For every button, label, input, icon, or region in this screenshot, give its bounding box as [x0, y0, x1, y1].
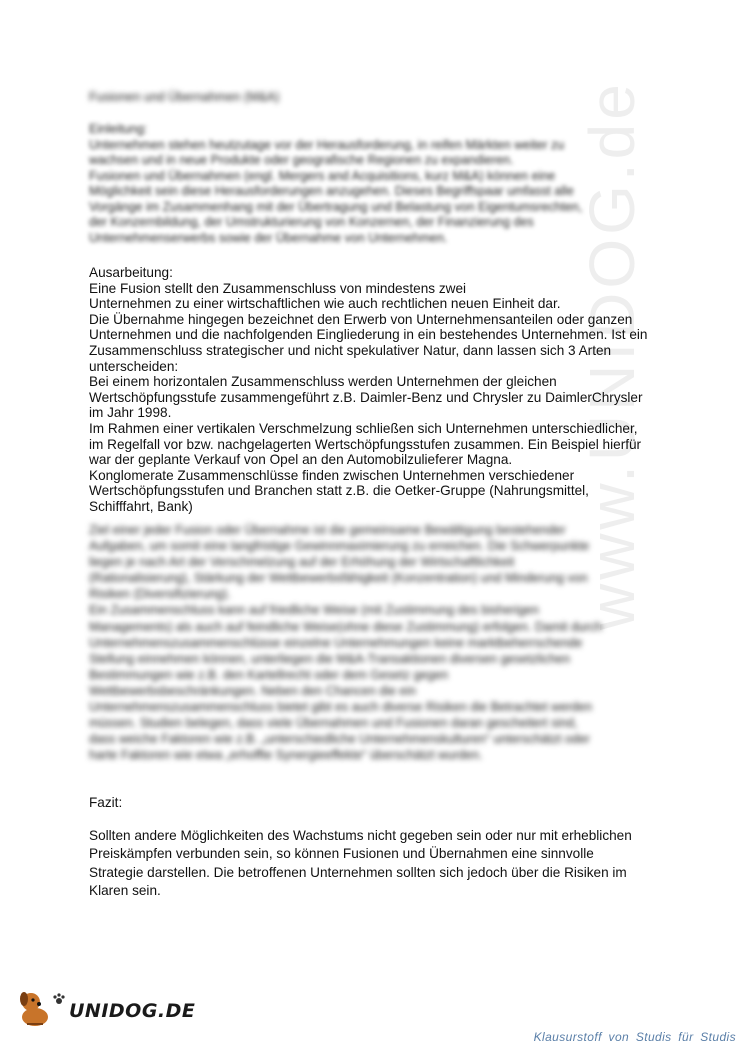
blurred-line: liegen je nach Art der Verschmelzung auf der Erhöhung der Wirtschaftlichkeit [89, 555, 515, 570]
main-line: Die Übernahme hingegen bezeichnet den Erwerb von Unternehmensanteilen oder ganzen [89, 311, 633, 327]
main-line: im Regelfall vor bzw. nachgelagerten Wertschöpfungsstufen zusammen. Ein Beispiel hierfür [89, 436, 642, 452]
fazit-line: Sollten andere Möglichkeiten des Wachstums nicht gegeben sein oder nur mit erheblichen [89, 828, 632, 843]
main-line: Bei einem horizontalen Zusammenschluss werden Unternehmen der gleichen [89, 374, 557, 390]
main-line: Unternehmen und die nachfolgenden Eingliederung in ein bestehendes Unternehmen. Ist ein [89, 327, 648, 343]
fazit-line: Strategie darstellen. Die betroffenen Unternehmen sollten sich jedoch über die Risiken im [89, 864, 627, 880]
document-title: Fusionen und Übernahmen (M&A) [89, 90, 280, 104]
watermark-text: www.UNIDOG.de [576, 80, 648, 630]
main-line: Zusammenschluss strategischer und nicht spekulativer Natur, dann lassen sich 3 Arten [89, 342, 612, 358]
main-line: unterscheiden: [89, 358, 179, 374]
fazit-section [89, 827, 689, 901]
intro-line: Vorgänge im Zusammenhang mit der Übertragung und Belastung von Eigentumsrechten, [89, 199, 583, 214]
main-section [89, 265, 689, 515]
intro-line: Fusionen und Übernahmen (engl. Mergers and Acquisitions, kurz M&A) können eine [89, 168, 556, 183]
blurred-line: Managements) als auch auf feindliche Weise(ohne diese Zustimmung) erfolgen. Damit durch [89, 619, 603, 634]
main-line: Eine Fusion stellt den Zusammenschluss von mindestens zwei [89, 280, 467, 296]
intro-section [89, 122, 649, 246]
blurred-line: Risiken (Diversifizierung). [89, 587, 231, 602]
blurred-line: (Rationalisierung), Stärkung der Wettbewerbsfähigkeit (Konzentration) und Minderung von [89, 571, 588, 586]
blurred-line: harte Faktoren wie etwa „erhoffte Synergieeffekte“ überschätzt wurden. [89, 748, 483, 763]
main-line: Im Rahmen einer vertikalen Verschmelzung schließen sich Unternehmen unterschiedlicher, [89, 420, 638, 436]
blurred-line: Unternehmenszusammenschlüsse einzelne Unternehmungen keine marktbeherrschende [89, 635, 583, 650]
intro-line: wachsen und in neue Produkte oder geografische Regionen zu expandieren. [89, 153, 514, 167]
fazit-heading: Fazit: [89, 795, 123, 810]
dog-icon [18, 990, 52, 1028]
intro-line: Unternehmen stehen heutzutage vor der Herausforderung, in reifen Märkten weiter zu [89, 137, 565, 152]
blurred-line: Bestimmungen wie z.B. den Kartellrecht oder dem Gesetz gegen [89, 667, 449, 682]
blurred-line: müssen. Studien belegen, dass viele Übernahmen und Fusionen daran gescheitert sind, [89, 716, 578, 731]
fazit-line: Klaren sein. [89, 883, 161, 899]
main-line: Konglomerate Zusammenschlüsse finden zwischen Unternehmen verschiedener [89, 467, 575, 483]
intro-line: der Konzernbildung, der Umstrukturierung von Konzernen, der Finanzierung des [89, 215, 534, 229]
main-line: war der geplante Verkauf von Opel an den Automobilzulieferer Magna. [89, 452, 513, 468]
main-line: Unternehmen zu einer wirtschaftlichen wie auch rechtlichen neuen Einheit dar. [89, 296, 561, 312]
intro-heading: Einleitung: [89, 122, 148, 136]
blurred-line: Wettbewerbsbeschränkungen. Neben den Chancen die ein [89, 683, 417, 698]
intro-line: Unternehmenserwerbs sowie der Übernahme von Unternehmen. [89, 230, 448, 245]
blurred-line: Unternehmenszusammenschluss bietet gibt es auch diverse Risiken die Betrachtet werden [89, 700, 593, 715]
main-line: Wertschöpfungsstufen und Branchen statt z.B. die Oetker-Gruppe (Nahrungsmittel, [89, 483, 589, 499]
blurred-line: Stellung einnehmen können, unterliegen die M&A-Transaktionen diversen gesetzlichen [89, 651, 571, 666]
footer-tagline: Klausurstoff von Studis für Studis [533, 1030, 736, 1044]
main-heading: Ausarbeitung: [89, 265, 173, 280]
main-line: Wertschöpfungsstufe zusammengeführt z.B. Daimler-Benz und Chrysler zu DaimlerChrysler [89, 389, 643, 405]
intro-line: Möglichkeit sein diese Herausforderungen anzugehen. Dieses Begriffspaar umfasst alle [89, 184, 574, 198]
blurred-line: Ein Zusammenschluss kann auf friedliche Weise (mit Zustimmung des bisherigen [89, 603, 539, 618]
blurred-section [89, 522, 689, 763]
main-line: Schifffahrt, Bank) [89, 498, 193, 514]
main-line: im Jahr 1998. [89, 405, 172, 421]
paw-icon [52, 992, 66, 1006]
blurred-line: Aufgaben, um somit eine langfristige Gewinnmaximierung zu erreichen. Die Schwerpunkte [89, 539, 590, 554]
logo-text: UNIDOG.DE [69, 1000, 196, 1022]
unidog-logo [18, 990, 195, 1028]
fazit-line: Preiskämpfen verbunden sein, so können Fusionen und Übernahmen eine sinnvolle [89, 846, 594, 862]
blurred-line: dass weiche Faktoren wie z.B. „unterschiedliche Unternehmenskulturen“ unterschätzt oder [89, 732, 590, 747]
blurred-line: Ziel einer jeder Fusion oder Übernahme ist die gemeinsame Bewältigung bestehender [89, 523, 566, 537]
